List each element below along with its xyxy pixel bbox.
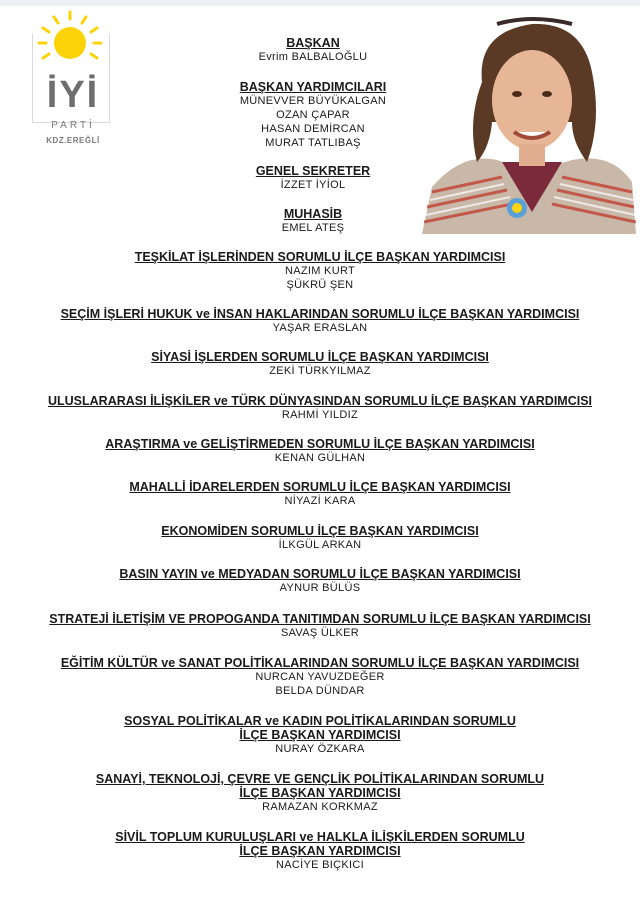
member-name: İLKGÜL ARKAN bbox=[278, 539, 362, 551]
member-name: EMEL ATEŞ bbox=[281, 222, 345, 234]
sosyal-section bbox=[0, 714, 640, 756]
teskilat-section bbox=[0, 250, 640, 292]
section-title: TEŞKİLAT İŞLERİNDEN SORUMLU İLÇE BAŞKAN YARDIMCISI bbox=[134, 250, 506, 264]
sivil-toplum-section bbox=[0, 830, 640, 872]
member-name: KENAN GÜLHAN bbox=[274, 452, 366, 464]
member-name: NİYAZİ KARA bbox=[284, 495, 356, 507]
section-title: BAŞKAN bbox=[286, 36, 340, 50]
section-title: ULUSLARARASI İLİŞKİLER ve TÜRK DÜNYASINDAN SORUMLU İLÇE BAŞKAN YARDIMCISI bbox=[47, 394, 593, 408]
member-name: RAHMİ YILDIZ bbox=[281, 409, 359, 421]
member-name: NURAY ÖZKARA bbox=[275, 743, 365, 755]
member-name: Evrim BALBALOĞLU bbox=[258, 51, 368, 63]
section-title: SOSYAL POLİTİKALAR ve KADIN POLİTİKALARINDAN SORUMLU bbox=[124, 714, 516, 728]
baskan-yardimcilari-block bbox=[183, 80, 443, 150]
section-title: STRATEJİ İLETİŞİM VE PROPOGANDA TANITIMDAN SORUMLU İLÇE BAŞKAN YARDIMCISI bbox=[49, 612, 591, 626]
uluslararasi-section bbox=[0, 394, 640, 422]
member-name: YAŞAR ERASLAN bbox=[272, 322, 368, 334]
member-name: NACİYE BIÇKICI bbox=[276, 859, 364, 871]
member-name: NURCAN YAVUZDEĞER bbox=[255, 671, 385, 683]
sanayi-section bbox=[0, 772, 640, 814]
member-name: MÜNEVVER BÜYÜKALGAN bbox=[239, 95, 387, 107]
logo-city: KDZ.EREĞLİ bbox=[46, 136, 100, 145]
muhasib-block bbox=[183, 207, 443, 235]
arastirma-section bbox=[0, 437, 640, 465]
strateji-section bbox=[0, 612, 640, 640]
member-name: NAZIM KURT bbox=[284, 265, 356, 277]
member-name: ZEKİ TÜRKYILMAZ bbox=[269, 365, 371, 377]
logo-subtitle: PARTİ bbox=[51, 120, 95, 131]
siyasi-section bbox=[0, 350, 640, 378]
party-logo bbox=[28, 10, 118, 145]
sun-icon bbox=[28, 10, 118, 80]
section-title: MAHALLİ İDARELERDEN SORUMLU İLÇE BAŞKAN YARDIMCISI bbox=[129, 480, 511, 494]
member-name: OZAN ÇAPAR bbox=[276, 109, 350, 121]
section-title: BAŞKAN YARDIMCILARI bbox=[239, 80, 387, 94]
member-name: ŞÜKRÜ ŞEN bbox=[286, 279, 354, 291]
member-name: MURAT TATLIBAŞ bbox=[265, 137, 361, 149]
portrait-photo bbox=[422, 12, 636, 234]
section-title: SİVİL TOPLUM KURULUŞLARI ve HALKLA İLİŞKİLERDEN SORUMLU bbox=[115, 830, 525, 844]
egitim-section bbox=[0, 656, 640, 698]
logo-wordmark: İYİ bbox=[46, 74, 100, 116]
secim-section bbox=[0, 307, 640, 335]
top-strip bbox=[0, 0, 640, 6]
member-name: SAVAŞ ÜLKER bbox=[280, 627, 360, 639]
baskan-block bbox=[183, 36, 443, 64]
section-title-line2: İLÇE BAŞKAN YARDIMCISI bbox=[239, 844, 401, 858]
member-name: RAMAZAN KORKMAZ bbox=[262, 801, 378, 813]
section-title-line2: İLÇE BAŞKAN YARDIMCISI bbox=[239, 786, 401, 800]
section-title: MUHASİB bbox=[283, 207, 343, 221]
section-title: ARAŞTIRMA ve GELİŞTİRMEDEN SORUMLU İLÇE BAŞKAN YARDIMCISI bbox=[105, 437, 535, 451]
section-title: EKONOMİDEN SORUMLU İLÇE BAŞKAN YARDIMCISI bbox=[161, 524, 479, 538]
member-name: HASAN DEMİRCAN bbox=[261, 123, 365, 135]
genel-sekreter-block bbox=[183, 164, 443, 192]
member-name: İZZET İYİOL bbox=[280, 179, 346, 191]
section-title: EĞİTİM KÜLTÜR ve SANAT POLİTİKALARINDAN SORUMLU İLÇE BAŞKAN YARDIMCISI bbox=[60, 656, 580, 670]
section-title: SİYASİ İŞLERDEN SORUMLU İLÇE BAŞKAN YARDIMCISI bbox=[151, 350, 489, 364]
member-name: BELDA DÜNDAR bbox=[275, 685, 365, 697]
section-title: SEÇİM İŞLERİ HUKUK ve İNSAN HAKLARINDAN SORUMLU İLÇE BAŞKAN YARDIMCISI bbox=[60, 307, 580, 321]
ekonomi-section bbox=[0, 524, 640, 552]
basin-section bbox=[0, 567, 640, 595]
mahalli-section bbox=[0, 480, 640, 508]
section-title: SANAYİ, TEKNOLOJİ, ÇEVRE VE GENÇLİK POLİTİKALARINDAN SORUMLU bbox=[95, 772, 545, 786]
section-title: BASIN YAYIN ve MEDYADAN SORUMLU İLÇE BAŞKAN YARDIMCISI bbox=[119, 567, 521, 581]
member-name: AYNUR BÜLÜS bbox=[279, 582, 361, 594]
section-title: GENEL SEKRETER bbox=[255, 164, 371, 178]
section-title-line2: İLÇE BAŞKAN YARDIMCISI bbox=[239, 728, 401, 742]
